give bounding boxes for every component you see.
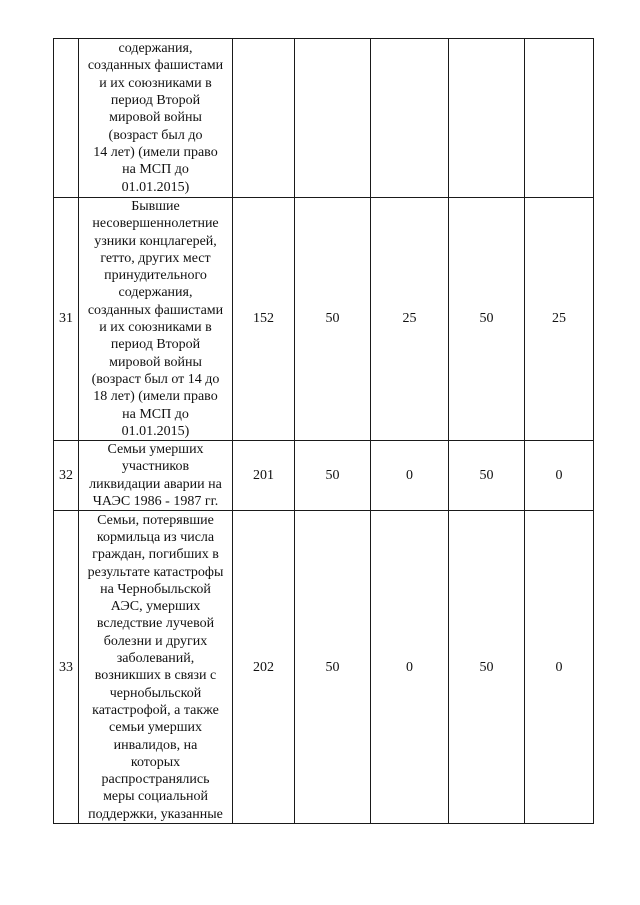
table-row	[54, 198, 594, 441]
description-line: узники концлагерей,	[94, 233, 217, 249]
description-line: чернобыльской	[109, 685, 202, 701]
description-line: и их союзниками в	[99, 320, 212, 336]
value-cell	[525, 39, 594, 198]
description-line: катастрофой, а также	[92, 702, 219, 718]
description-line: инвалидов, на	[113, 737, 198, 753]
category-description	[79, 39, 233, 198]
description-line: болезни и других	[103, 633, 208, 649]
description-line: содержания,	[118, 41, 193, 57]
value-cell: 50	[295, 441, 371, 511]
category-code: 202	[233, 511, 295, 824]
value-cell: 25	[371, 198, 449, 441]
description-line: Семьи умерших	[107, 442, 204, 458]
description-line: ЧАЭС 1986 - 1987 гг.	[92, 494, 219, 510]
description-line: мировой войны	[109, 110, 202, 126]
description-line: ликвидации аварии на	[89, 476, 222, 492]
value-cell: 50	[449, 441, 525, 511]
description-line: 14 лет) (имели право	[93, 144, 218, 160]
description-line: АЭС, умерших	[110, 599, 201, 615]
value-cell	[371, 39, 449, 198]
description-line: результате катастрофы	[87, 564, 224, 580]
description-line: вследствие лучевой	[96, 616, 215, 632]
category-description	[79, 198, 233, 441]
description-line: заболеваний,	[116, 651, 195, 667]
category-code: 152	[233, 198, 295, 441]
description-line: содержания,	[118, 285, 193, 301]
row-number: 32	[54, 441, 79, 511]
value-cell: 50	[295, 198, 371, 441]
value-cell	[449, 39, 525, 198]
table-body	[54, 39, 594, 824]
value-cell: 0	[371, 511, 449, 824]
table-row	[54, 39, 594, 198]
description-line: меры социальной	[103, 789, 208, 805]
description-line: участников	[121, 459, 190, 475]
table-row	[54, 511, 594, 824]
description-line: и их союзниками в	[99, 75, 212, 91]
value-cell: 50	[295, 511, 371, 824]
description-line: 18 лет) (имели право	[93, 389, 218, 405]
description-line: возникших в связи с	[94, 668, 217, 684]
description-line: (возраст был от 14 до	[91, 371, 220, 387]
description-line: мировой войны	[109, 354, 202, 370]
description-line: которых	[130, 754, 181, 770]
row-number: 33	[54, 511, 79, 824]
description-line: принудительного	[104, 268, 207, 284]
description-line: на Чернобыльской	[100, 581, 211, 597]
category-description	[79, 511, 233, 824]
description-line: созданных фашистами	[87, 302, 224, 318]
description-line: Бывшие	[131, 199, 180, 214]
description-line: период Второй	[110, 337, 201, 353]
description-line: созданных фашистами	[87, 58, 224, 74]
category-description	[79, 441, 233, 511]
description-line: (возраст был до	[108, 127, 203, 143]
category-code: 201	[233, 441, 295, 511]
description-line: на МСП до	[122, 406, 189, 422]
description-line: период Второй	[110, 93, 201, 109]
benefits-table	[53, 38, 594, 824]
description-line: несовершеннолетние	[92, 216, 219, 232]
description-line: 01.01.2015)	[121, 423, 190, 439]
description-line: Семьи, потерявшие	[97, 512, 214, 528]
value-cell: 0	[371, 441, 449, 511]
description-line: 01.01.2015)	[121, 179, 190, 195]
description-line: кормильца из числа	[96, 529, 215, 545]
description-line: граждан, погибших в	[92, 547, 219, 563]
description-line: поддержки, указанные	[88, 806, 223, 822]
table-row	[54, 441, 594, 511]
row-number	[54, 39, 79, 198]
value-cell: 0	[525, 511, 594, 824]
value-cell: 25	[525, 198, 594, 441]
category-code	[233, 39, 295, 198]
value-cell: 50	[449, 511, 525, 824]
description-line: распространялись	[101, 772, 210, 788]
description-line: семьи умерших	[109, 720, 202, 736]
value-cell	[295, 39, 371, 198]
value-cell: 50	[449, 198, 525, 441]
description-line: гетто, других мест	[100, 250, 211, 266]
description-line: на МСП до	[122, 162, 189, 178]
row-number: 31	[54, 198, 79, 441]
value-cell: 0	[525, 441, 594, 511]
